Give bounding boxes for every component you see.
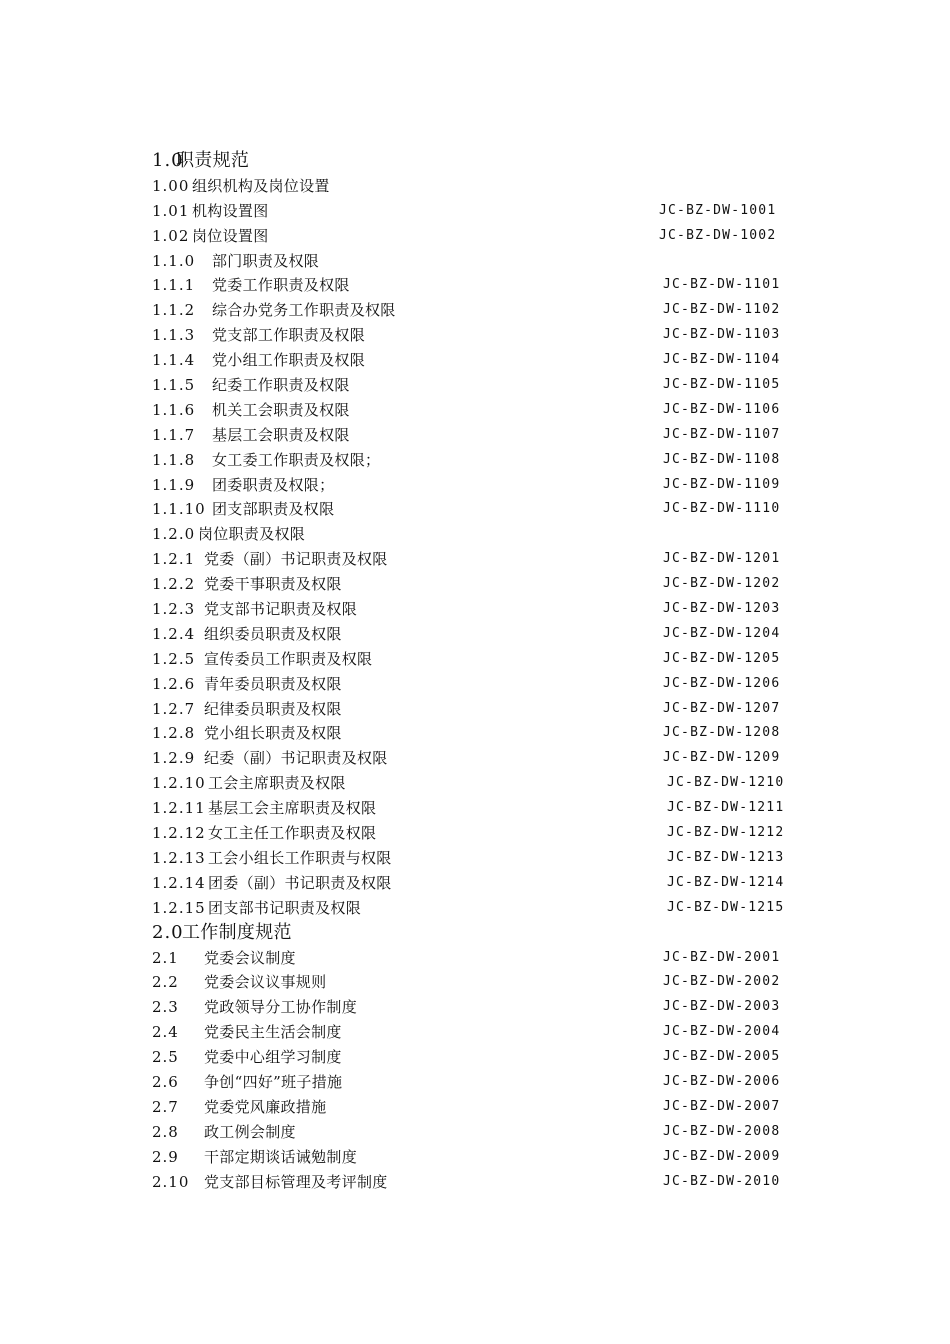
entry-code: JC-BZ-DW-1210 <box>667 775 785 791</box>
entry-title: 女工委工作职责及权限； <box>212 450 381 469</box>
toc-entry <box>152 672 792 697</box>
entry-title: 党支部工作职责及权限 <box>212 326 366 345</box>
entry-title: 女工主任工作职责及权限 <box>208 824 377 843</box>
entry-number: 1.2.15 <box>152 898 206 917</box>
toc-entry <box>152 1145 792 1170</box>
entry-title: 岗位职责及权限 <box>198 525 306 544</box>
entry-title: 团委（副）书记职责及权限 <box>208 873 392 892</box>
toc-entry <box>152 995 792 1020</box>
entry-code: JC-BZ-DW-1214 <box>667 874 785 890</box>
entry-number: 1.2.2 <box>152 575 196 594</box>
entry-title: 工作制度规范 <box>182 921 292 943</box>
entry-number: 1.2.5 <box>152 649 196 668</box>
entry-title: 党委党风廉政措施 <box>204 1097 327 1116</box>
entry-number: 1.2.7 <box>152 699 196 718</box>
entry-number: 1.1.8 <box>152 450 196 469</box>
entry-number: 1.2.6 <box>152 674 196 693</box>
entry-number: 1.2.12 <box>152 824 206 843</box>
toc-entry <box>152 423 792 448</box>
entry-code: JC-BZ-DW-1102 <box>663 302 781 318</box>
toc-entry <box>152 647 792 672</box>
toc-entry <box>152 497 792 522</box>
toc-entry <box>152 224 792 249</box>
entry-title: 组织委员职责及权限 <box>204 624 342 643</box>
entry-number: 1.2.3 <box>152 600 196 619</box>
entry-number: 2.5 <box>152 1048 179 1067</box>
toc-entry <box>152 1170 792 1195</box>
entry-code: JC-BZ-DW-1109 <box>663 476 781 492</box>
toc-entry <box>152 1095 792 1120</box>
toc-entry <box>152 970 792 995</box>
entry-code: JC-BZ-DW-1215 <box>667 899 785 915</box>
entry-title: 组织机构及岗位设置 <box>192 176 330 195</box>
toc-entry <box>152 572 792 597</box>
entry-title: 综合办党务工作职责及权限 <box>212 301 396 320</box>
entry-title: 党委中心组学习制度 <box>204 1048 342 1067</box>
entry-number: 1.01 <box>152 201 190 220</box>
entry-number: 1.2.0 <box>152 525 196 544</box>
entry-code: JC-BZ-DW-1110 <box>663 501 781 517</box>
entry-number: 1.2.13 <box>152 848 206 867</box>
entry-number: 2.7 <box>152 1097 179 1116</box>
entry-title: 青年委员职责及权限 <box>204 674 342 693</box>
entry-title: 党委（副）书记职责及权限 <box>204 550 388 569</box>
entry-number: 2.6 <box>152 1072 179 1091</box>
toc-entry <box>152 273 792 298</box>
toc-entry <box>152 1070 792 1095</box>
entry-code: JC-BZ-DW-2001 <box>663 949 781 965</box>
toc-entry <box>152 149 792 174</box>
entry-title: 职责规范 <box>176 150 250 171</box>
entry-code: JC-BZ-DW-1105 <box>663 377 781 393</box>
entry-number: 1.0 <box>152 150 184 171</box>
entry-code: JC-BZ-DW-1203 <box>663 601 781 617</box>
entry-code: JC-BZ-DW-2005 <box>663 1049 781 1065</box>
entry-code: JC-BZ-DW-1001 <box>659 202 777 218</box>
entry-title: 党委会议议事规则 <box>204 973 327 992</box>
entry-number: 1.1.2 <box>152 301 196 320</box>
entry-code: JC-BZ-DW-2008 <box>663 1123 781 1139</box>
toc-entry <box>152 373 792 398</box>
entry-code: JC-BZ-DW-1205 <box>663 650 781 666</box>
toc-entry <box>152 796 792 821</box>
entry-title: 基层工会主席职责及权限 <box>208 799 377 818</box>
entry-code: JC-BZ-DW-1202 <box>663 576 781 592</box>
entry-number: 1.00 <box>152 176 190 195</box>
entry-code: JC-BZ-DW-1204 <box>663 625 781 641</box>
entry-code: JC-BZ-DW-1213 <box>667 849 785 865</box>
entry-number: 2.3 <box>152 998 179 1017</box>
toc-entry <box>152 871 792 896</box>
toc-entry <box>152 921 792 946</box>
entry-number: 1.2.14 <box>152 873 206 892</box>
entry-title: 政工例会制度 <box>204 1122 296 1141</box>
entry-title: 争创“四好”班子措施 <box>204 1072 343 1091</box>
entry-code: JC-BZ-DW-2006 <box>663 1073 781 1089</box>
toc-entry <box>152 249 792 274</box>
entry-number: 1.1.10 <box>152 500 206 519</box>
entry-title: 党委民主生活会制度 <box>204 1023 342 1042</box>
entry-number: 2.0 <box>152 921 184 943</box>
entry-number: 1.1.4 <box>152 351 196 370</box>
entry-title: 团委职责及权限； <box>212 475 335 494</box>
entry-number: 1.2.9 <box>152 749 196 768</box>
entry-code: JC-BZ-DW-1106 <box>663 401 781 417</box>
toc-entry <box>152 1045 792 1070</box>
toc-entry <box>152 398 792 423</box>
toc-entry <box>152 697 792 722</box>
entry-code: JC-BZ-DW-2009 <box>663 1148 781 1164</box>
entry-title: 纪律委员职责及权限 <box>204 699 342 718</box>
entry-code: JC-BZ-DW-1107 <box>663 426 781 442</box>
toc-entry <box>152 547 792 572</box>
entry-number: 2.9 <box>152 1147 179 1166</box>
entry-title: 机构设置图 <box>192 201 269 220</box>
entry-number: 1.1.9 <box>152 475 196 494</box>
entry-number: 1.1.6 <box>152 400 196 419</box>
entry-number: 1.2.1 <box>152 550 196 569</box>
entry-code: JC-BZ-DW-2002 <box>663 974 781 990</box>
toc-entry <box>152 174 792 199</box>
toc-entry <box>152 946 792 971</box>
entry-title: 干部定期谈话诫勉制度 <box>204 1147 358 1166</box>
entry-code: JC-BZ-DW-1208 <box>663 725 781 741</box>
toc-entry <box>152 821 792 846</box>
entry-title: 党委会议制度 <box>204 948 296 967</box>
entry-code: JC-BZ-DW-2004 <box>663 1024 781 1040</box>
entry-code: JC-BZ-DW-1207 <box>663 700 781 716</box>
entry-title: 党小组工作职责及权限 <box>212 351 366 370</box>
toc-entry <box>152 323 792 348</box>
toc-entry <box>152 348 792 373</box>
toc-entry <box>152 1020 792 1045</box>
toc-entry <box>152 298 792 323</box>
entry-title: 岗位设置图 <box>192 226 269 245</box>
entry-title: 党政领导分工协作制度 <box>204 998 358 1017</box>
entry-number: 1.1.0 <box>152 251 196 270</box>
entry-title: 纪委工作职责及权限 <box>212 376 350 395</box>
entry-number: 1.1.5 <box>152 376 196 395</box>
document-body <box>152 149 792 1194</box>
toc-entry <box>152 1120 792 1145</box>
entry-title: 工会主席职责及权限 <box>208 774 346 793</box>
entry-title: 基层工会职责及权限 <box>212 425 350 444</box>
entry-title: 机关工会职责及权限 <box>212 400 350 419</box>
entry-code: JC-BZ-DW-1206 <box>663 675 781 691</box>
toc-entry <box>152 199 792 224</box>
entry-number: 1.1.7 <box>152 425 196 444</box>
toc-entry <box>152 846 792 871</box>
entry-number: 2.10 <box>152 1172 190 1191</box>
entry-number: 1.1.1 <box>152 276 196 295</box>
entry-code: JC-BZ-DW-1209 <box>663 750 781 766</box>
entry-title: 党委干事职责及权限 <box>204 575 342 594</box>
entry-number: 2.8 <box>152 1122 179 1141</box>
entry-code: JC-BZ-DW-2003 <box>663 999 781 1015</box>
toc-entry <box>152 473 792 498</box>
toc-entry <box>152 448 792 473</box>
entry-title: 党支部书记职责及权限 <box>204 600 358 619</box>
entry-title: 党支部目标管理及考评制度 <box>204 1172 388 1191</box>
entry-title: 工会小组长工作职责与权限 <box>208 848 392 867</box>
entry-title: 宣传委员工作职责及权限 <box>204 649 373 668</box>
entry-code: JC-BZ-DW-1201 <box>663 551 781 567</box>
entry-code: JC-BZ-DW-1211 <box>667 800 785 816</box>
entry-title: 纪委（副）书记职责及权限 <box>204 749 388 768</box>
entry-number: 2.2 <box>152 973 179 992</box>
entry-number: 1.2.11 <box>152 799 206 818</box>
entry-title: 党小组长职责及权限 <box>204 724 342 743</box>
toc-entry <box>152 522 792 547</box>
entry-number: 1.1.3 <box>152 326 196 345</box>
toc-entry <box>152 896 792 921</box>
entry-code: JC-BZ-DW-1104 <box>663 352 781 368</box>
entry-code: JC-BZ-DW-1103 <box>663 327 781 343</box>
entry-number: 1.2.8 <box>152 724 196 743</box>
entry-number: 1.2.4 <box>152 624 196 643</box>
entry-code: JC-BZ-DW-1101 <box>663 277 781 293</box>
toc-entry <box>152 746 792 771</box>
entry-title: 部门职责及权限 <box>212 251 320 270</box>
entry-code: JC-BZ-DW-2010 <box>663 1173 781 1189</box>
toc-entry <box>152 771 792 796</box>
entry-number: 2.4 <box>152 1023 179 1042</box>
entry-code: JC-BZ-DW-1212 <box>667 825 785 841</box>
entry-title: 团支部书记职责及权限 <box>208 898 362 917</box>
toc-entry <box>152 721 792 746</box>
entry-title: 团支部职责及权限 <box>212 500 335 519</box>
entry-number: 1.2.10 <box>152 774 206 793</box>
toc-entry <box>152 597 792 622</box>
toc-entry <box>152 622 792 647</box>
entry-number: 2.1 <box>152 948 179 967</box>
entry-code: JC-BZ-DW-1108 <box>663 451 781 467</box>
entry-title: 党委工作职责及权限 <box>212 276 350 295</box>
entry-code: JC-BZ-DW-1002 <box>659 227 777 243</box>
entry-code: JC-BZ-DW-2007 <box>663 1098 781 1114</box>
entry-number: 1.02 <box>152 226 190 245</box>
